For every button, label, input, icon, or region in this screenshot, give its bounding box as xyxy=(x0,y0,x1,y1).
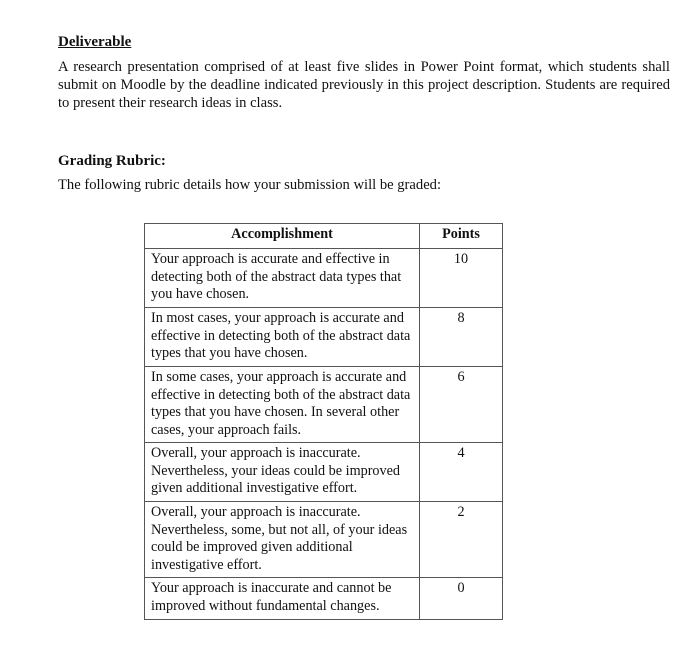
accomplishment-cell: Your approach is inaccurate and cannot be improved without fundamental changes. xyxy=(145,578,420,620)
points-cell: 6 xyxy=(420,367,503,443)
accomplishment-cell: Overall, your approach is inaccurate. Nevertheless, some, but not all, of your ideas could be improved given additional investigative effort. xyxy=(145,502,420,578)
points-cell: 0 xyxy=(420,578,503,620)
accomplishment-cell: In some cases, your approach is accurate and effective in detecting both of the abstract data types that you have chosen. In several other cases, your approach fails. xyxy=(145,367,420,443)
table-row xyxy=(145,502,503,578)
rubric-header-row xyxy=(145,224,503,249)
points-column-header: Points xyxy=(420,224,503,249)
accomplishment-column-header: Accomplishment xyxy=(145,224,420,249)
accomplishment-cell: In most cases, your approach is accurate and effective in detecting both of the abstract data types that you have chosen. xyxy=(145,308,420,367)
points-cell: 10 xyxy=(420,249,503,308)
table-row xyxy=(145,308,503,367)
rubric-intro-text: The following rubric details how your submission will be graded: xyxy=(58,177,442,193)
grading-rubric-heading: Grading Rubric: xyxy=(58,153,166,169)
deliverable-paragraph: A research presentation comprised of at least five slides in Power Point format, which students shall submit on Moodle by the deadline indicated previously in this project description. Students are required to present their research ideas in class. xyxy=(58,59,670,111)
points-cell: 4 xyxy=(420,443,503,502)
points-cell: 2 xyxy=(420,502,503,578)
table-row xyxy=(145,578,503,620)
table-row xyxy=(145,443,503,502)
table-row xyxy=(145,367,503,443)
rubric-table xyxy=(144,223,503,620)
accomplishment-cell: Overall, your approach is inaccurate. Nevertheless, your ideas could be improved given additional investigative effort. xyxy=(145,443,420,502)
accomplishment-cell: Your approach is accurate and effective in detecting both of the abstract data types that you have chosen. xyxy=(145,249,420,308)
table-row xyxy=(145,249,503,308)
deliverable-heading: Deliverable xyxy=(58,34,132,50)
points-cell: 8 xyxy=(420,308,503,367)
